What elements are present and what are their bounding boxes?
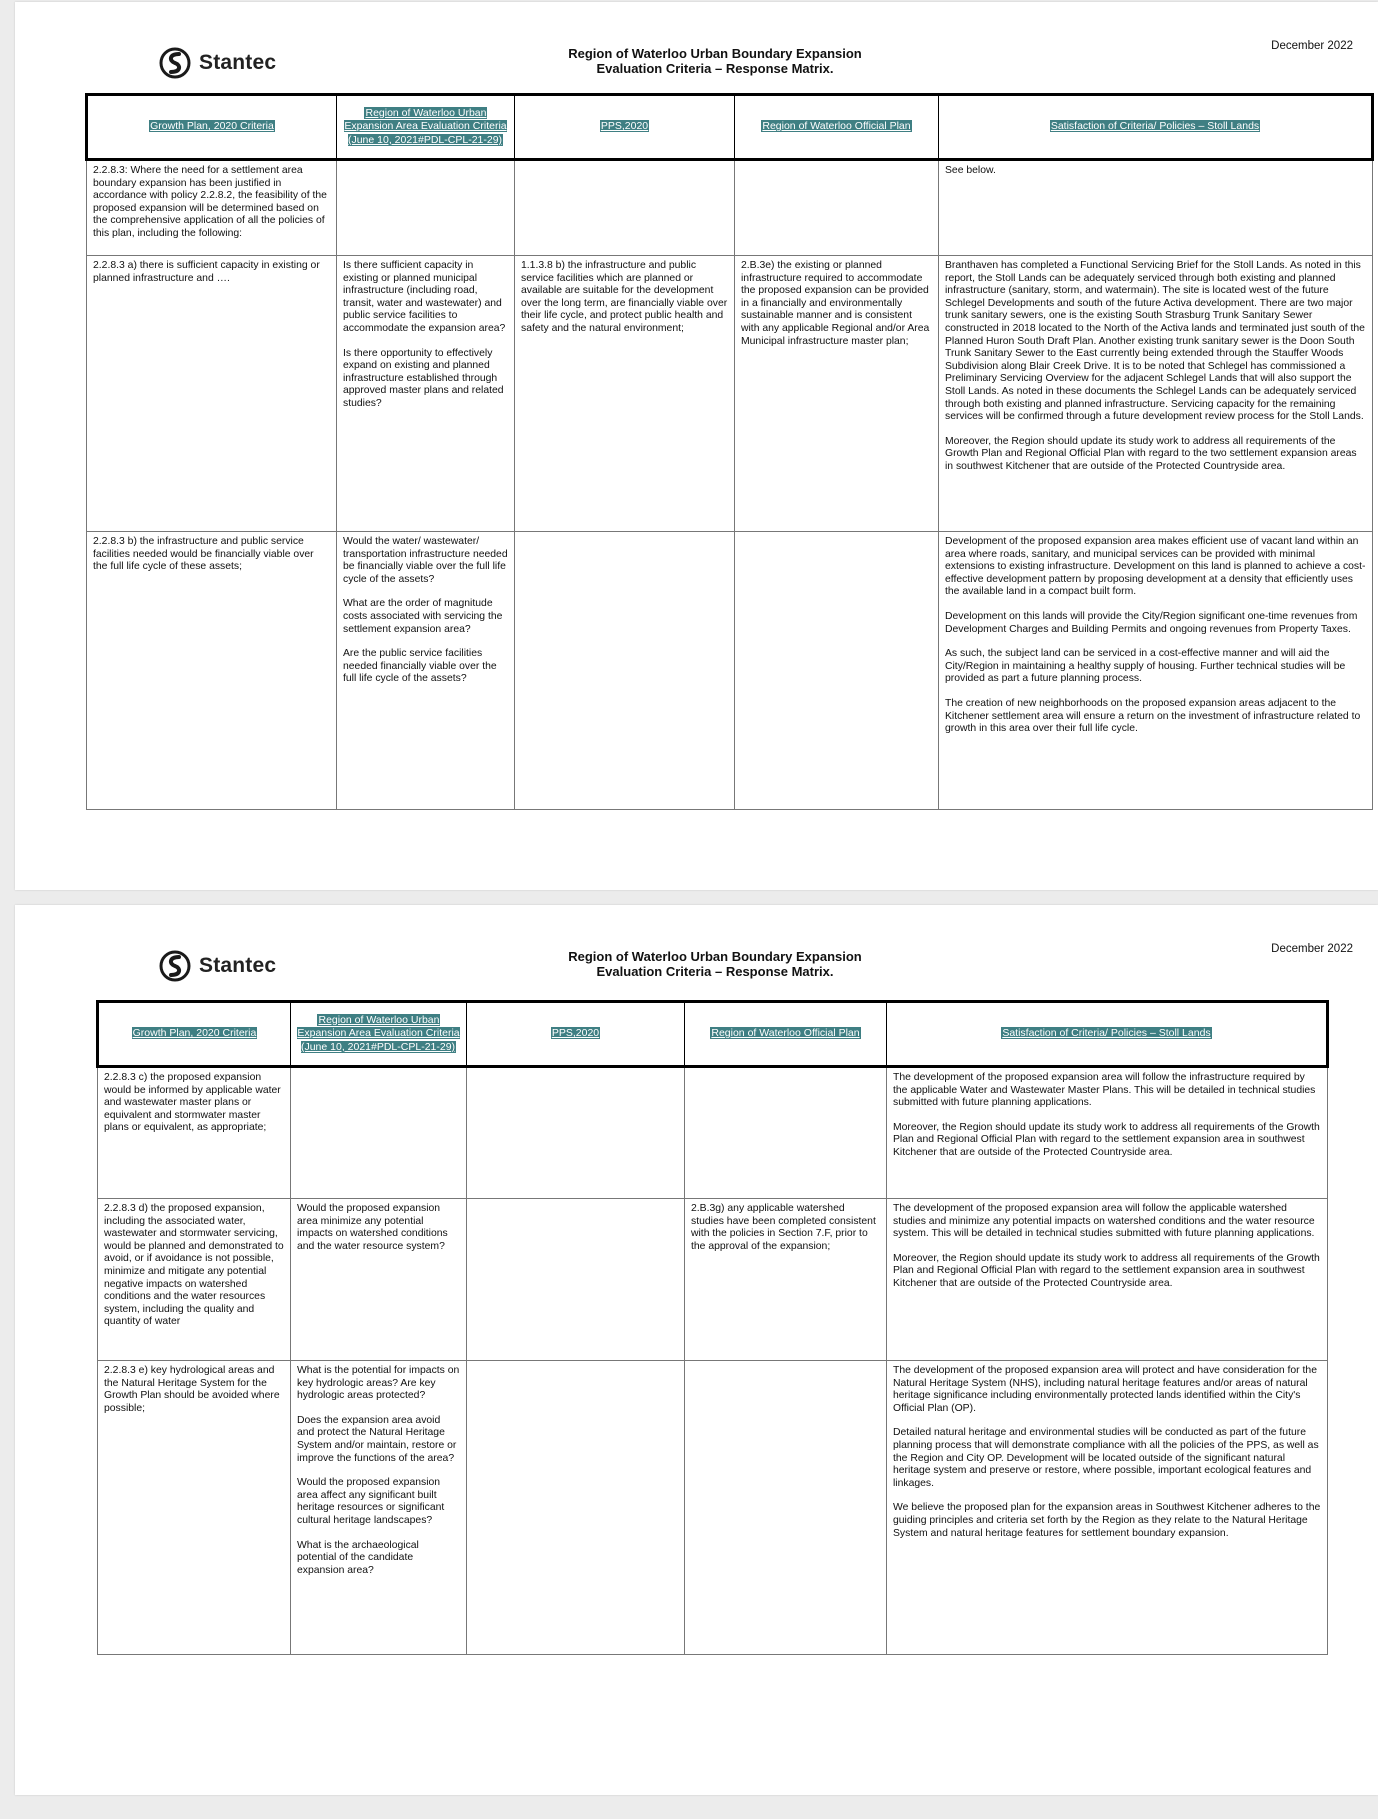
criteria-paragraph: Would the proposed expansion area affect any significant built heritage resources or significant cultural heritage landscapes? (297, 1477, 445, 1526)
satisfaction-paragraph: Development of the proposed expansion area makes efficient use of vacant land within an area where roads, sanitary, and municipal services can be provided with minimal extensions to existing infrastructure. Development on this land is planned to achieve a cost-effective development pattern by proposing development at a density that efficiently uses the available land in a compact built form. (945, 536, 1366, 598)
cell-satisfaction (887, 1067, 1328, 1199)
satisfaction-paragraph: Moreover, the Region should update its study work to address all requirements of the Growth Plan and Regional Official Plan with regard to the two settlement expansion areas in southwest Kitchener that are outside of the Protected Countryside area. (945, 435, 1357, 472)
col-header-region-criteria: Region of Waterloo Urban Expansion Area Evaluation Criteria (June 10, 2021#PDL-CPL-21-29) (337, 95, 515, 160)
cell-region-criteria (291, 1361, 467, 1655)
cell-satisfaction (939, 532, 1373, 810)
cell-growth-plan: 2.2.8.3 d) the proposed expansion, including the associated water, wastewater and stormwater servicing, would be planned and demonstrated to avoid, or if avoidance is not possible, minimize and mitigate any potential negative impacts on watershed conditions and the water resources system, including the quality and quantity of water (98, 1199, 291, 1361)
title-line-2: Evaluation Criteria – Response Matrix. (596, 964, 834, 979)
cell-rop (735, 160, 939, 256)
cell-growth-plan: 2.2.8.3 e) key hydrological areas and the Natural Heritage System for the Growth Plan should be avoided where possible; (98, 1361, 291, 1655)
cell-rop: 2.B.3e) the existing or planned infrastructure required to accommodate the proposed expansion can be provided in a financially and environmentally sustainable manner and is consistent with any applicable Regional and/or Area Municipal infrastructure master plan; (735, 256, 939, 532)
table-row (98, 1067, 1328, 1199)
document-title (415, 949, 1015, 979)
satisfaction-paragraph: The creation of new neighborhoods on the proposed expansion areas adjacent to the Kitchener settlement area will ensure a return on the investment of infrastructure related to growth in this area over their full life cycle. (945, 697, 1361, 735)
stantec-logo-text: Stantec (199, 954, 277, 977)
cell-pps (467, 1361, 685, 1655)
table-row (87, 256, 1373, 532)
criteria-paragraph: What is the potential for impacts on key hydrologic areas? Are key hydrologic areas protected? (297, 1365, 460, 1402)
response-matrix-table (85, 93, 1374, 810)
table-row (87, 160, 1373, 256)
cell-region-criteria (337, 532, 515, 810)
satisfaction-paragraph: Branthaven has completed a Functional Servicing Brief for the Stoll Lands. As noted in this report, the Stoll Lands can be adequately serviced through both existing and planned infrastructure (sanitary, storm, and watermain). The site is located west of the future Schlegel Developments and south of the future Activa development. There are two major trunk sanitary sewers, one is the existing South Strasburg Trunk Sanitary Sewer constructed in 2018 located to the North of the Activa lands and terminated just south of the Planned Huron South Draft Plan. Another existing trunk sanitary sewer is the Doon South Trunk Sanitary Sewer to the East currently being extended through the Stauffer Woods Subdivision along Blair Creek Drive. It is to be noted that Schlegel has commissioned a Preliminary Servicing Overview for the adjacent Schlegel Lands that will also support the Stoll Lands. As noted in these documents the Schlegel Lands can be adequately serviced through both existing and planned infrastructure. Servicing capacity for the remaining services will be confirmed through a future development review process for the Stoll Lands. (945, 260, 1365, 423)
satisfaction-paragraph: Moreover, the Region should update its study work to address all requirements of the Growth Plan and Regional Official Plan with regard to the settlement expansion area in southwest Kitchener that are outside of the Protected Countryside area. (893, 1121, 1320, 1158)
stantec-logo-icon (159, 47, 191, 79)
cell-pps (515, 532, 735, 810)
stantec-logo-icon (159, 950, 191, 982)
stantec-logo (159, 950, 276, 982)
cell-satisfaction (939, 160, 1373, 256)
cell-rop (685, 1067, 887, 1199)
stantec-logo-text: Stantec (199, 51, 277, 74)
criteria-paragraph: Would the proposed expansion area minimize any potential impacts on watershed conditions and the water resource system? (297, 1203, 448, 1252)
cell-region-criteria (291, 1199, 467, 1361)
cell-rop (685, 1361, 887, 1655)
cell-growth-plan: 2.2.8.3 b) the infrastructure and public service facilities needed would be financially viable over the full life cycle of these assets; (87, 532, 337, 810)
satisfaction-paragraph: The development of the proposed expansion area will follow the infrastructure required by the applicable Water and Wastewater Master Plans. This will be detailed in technical studies submitted with future planning applications. (893, 1072, 1316, 1109)
satisfaction-paragraph: Detailed natural heritage and environmental studies will be conducted as part of the future planning process that will demonstrate compliance with all the policies of the PPS, as well as the Region and City OP. Development will be located outside of the significant natural heritage system and preserve or restore, where possible, important ecological features and linkages. (893, 1427, 1319, 1489)
table-header-row (98, 1002, 1328, 1067)
table-row (87, 532, 1373, 810)
cell-pps (467, 1199, 685, 1361)
col-header-rop: Region of Waterloo Official Plan (735, 95, 939, 160)
cell-satisfaction (887, 1199, 1328, 1361)
satisfaction-paragraph: See below. (945, 165, 996, 176)
document-page-1 (15, 2, 1378, 890)
document-date: December 2022 (1271, 943, 1353, 955)
cell-region-criteria (291, 1067, 467, 1199)
col-header-pps: PPS,2020 (515, 95, 735, 160)
document-title (415, 46, 1015, 76)
cell-pps (515, 160, 735, 256)
col-header-region-criteria: Region of Waterloo Urban Expansion Area Evaluation Criteria (June 10, 2021#PDL-CPL-21-29) (291, 1002, 467, 1067)
document-page-2 (15, 905, 1378, 1795)
title-line-1: Region of Waterloo Urban Boundary Expansion (568, 949, 862, 964)
document-date: December 2022 (1271, 40, 1353, 52)
cell-region-criteria (337, 256, 515, 532)
criteria-paragraph: Is there opportunity to effectively expand on existing and planned infrastructure established through approved master plans and related studies? (343, 347, 504, 409)
col-header-rop: Region of Waterloo Official Plan (685, 1002, 887, 1067)
table-row (98, 1199, 1328, 1361)
satisfaction-paragraph: Development on this lands will provide the City/Region significant one-time revenues from Development Charges and Building Permits and ongoing revenues from Property Taxes. (945, 610, 1358, 635)
col-header-pps: PPS,2020 (467, 1002, 685, 1067)
criteria-paragraph: What is the archaeological potential of the candidate expansion area? (297, 1539, 419, 1576)
table-header-row (87, 95, 1373, 160)
title-line-2: Evaluation Criteria – Response Matrix. (596, 61, 834, 76)
title-line-1: Region of Waterloo Urban Boundary Expansion (568, 46, 862, 61)
col-header-satisfaction: Satisfaction of Criteria/ Policies – Stoll Lands (939, 95, 1373, 160)
satisfaction-paragraph: As such, the subject land can be serviced in a cost-effective manner and will aid the City/Region in maintaining a healthy supply of housing. Further technical studies will be provided as part a future planning process. (945, 648, 1346, 685)
response-matrix-table (96, 1000, 1329, 1655)
col-header-satisfaction: Satisfaction of Criteria/ Policies – Stoll Lands (887, 1002, 1328, 1067)
cell-growth-plan: 2.2.8.3: Where the need for a settlement area boundary expansion has been justified in accordance with policy 2.2.8.2, the feasibility of the proposed expansion will be determined based on the comprehensive application of all the policies of this plan, including the following: (87, 160, 337, 256)
satisfaction-paragraph: Moreover, the Region should update its study work to address all requirements of the Growth Plan and Regional Official Plan with regard to the settlement expansion area in southwest Kitchener that are outside of the Protected Countryside area. (893, 1252, 1320, 1289)
satisfaction-paragraph: We believe the proposed plan for the expansion areas in Southwest Kitchener adheres to the guiding principles and criteria set forth by the Region as they relate to the Natural Heritage System and natural heritage features for settlement boundary expansion. (893, 1502, 1321, 1539)
criteria-paragraph: Does the expansion area avoid and protect the Natural Heritage System and/or maintain, restore or improve the functions of the area? (297, 1414, 457, 1464)
col-header-growth-plan: Growth Plan, 2020 Criteria (87, 95, 337, 160)
cell-region-criteria (337, 160, 515, 256)
col-header-growth-plan: Growth Plan, 2020 Criteria (98, 1002, 291, 1067)
cell-growth-plan: 2.2.8.3 a) there is sufficient capacity in existing or planned infrastructure and …. (87, 256, 337, 532)
table-row (98, 1361, 1328, 1655)
criteria-paragraph: Would the water/ wastewater/ transportation infrastructure needed be financially viable over the full life cycle of the assets? (343, 536, 508, 585)
cell-rop (735, 532, 939, 810)
satisfaction-paragraph: The development of the proposed expansion area will protect and have consideration for the Natural Heritage System (NHS), including natural heritage features and/or areas of natural heritage significance including environmentally protected lands identified within the City's Official Plan (OP). (893, 1365, 1317, 1414)
cell-pps (467, 1067, 685, 1199)
cell-rop: 2.B.3g) any applicable watershed studies have been completed consistent with the policies in Section 7.F, prior to the approval of the expansion; (685, 1199, 887, 1361)
criteria-paragraph: Is there sufficient capacity in existing or planned municipal infrastructure (including road, transit, water and wastewater) and public service facilities to accommodate the expansion area? (343, 260, 506, 334)
satisfaction-paragraph: The development of the proposed expansion area will follow the applicable watershed studies and minimize any potential impacts on watershed conditions and the water resource system. This will be detailed in technical studies submitted with future planning applications. (893, 1203, 1315, 1240)
cell-satisfaction (939, 256, 1373, 532)
cell-pps: 1.1.3.8 b) the infrastructure and public service facilities which are planned or available are suitable for the development over the long term, are financially viable over their life cycle, and protect public health and safety and the natural environment; (515, 256, 735, 532)
criteria-paragraph: Are the public service facilities needed financially viable over the full life cycle of the assets? (343, 648, 497, 685)
stantec-logo (159, 47, 276, 79)
cell-satisfaction (887, 1361, 1328, 1655)
cell-growth-plan: 2.2.8.3 c) the proposed expansion would be informed by applicable water and wastewater master plans or equivalent and stormwater master plans or equivalent, as appropriate; (98, 1067, 291, 1199)
criteria-paragraph: What are the order of magnitude costs associated with servicing the settlement expansion area? (343, 598, 503, 635)
